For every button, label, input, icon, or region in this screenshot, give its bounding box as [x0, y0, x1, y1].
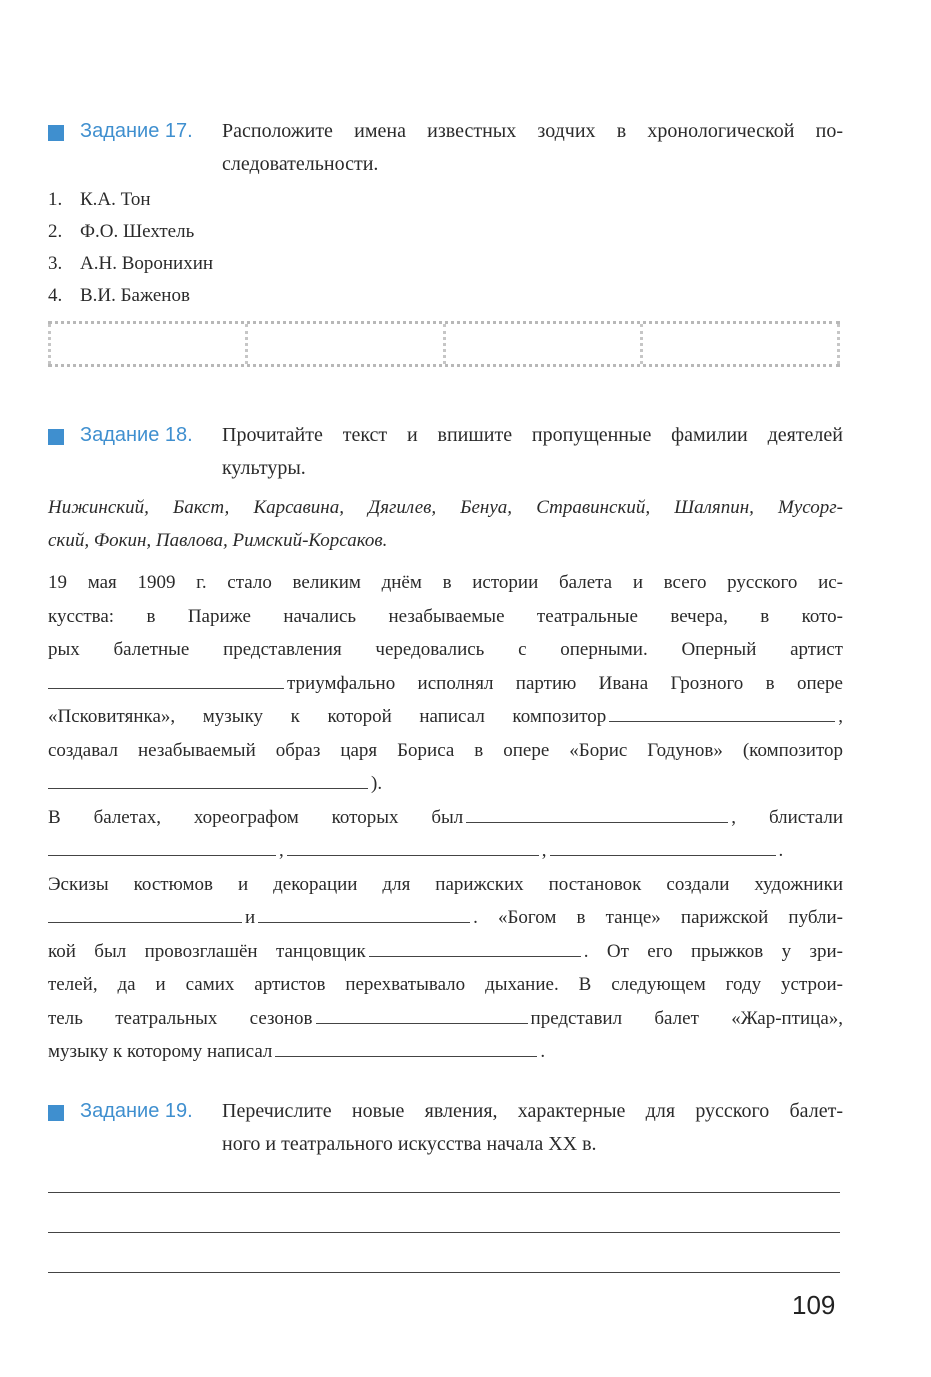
answer-cell-4[interactable] [640, 324, 840, 364]
fill-in-text: 19 мая 1909 г. стало великим днём в истории балета и всего русского ис- кусства: в Париже начались незабываемые театральные вечера, в кото- рых балетные представления чередовались с оперными. Оперный артист триумфально исполнял партию Ивана Грозного в опере «Псковитянка», музыку к которой написал композитор , создавал незабываемый образ царя Бориса в опере «Борис Годунов» (композитор ). В балетах, хореографом которых был , блистали , , . Эскизы костюмов и декорации для парижских постановок создали художники и . «Богом в танце» парижской публи- кой был провозглашён танцовщик . От его прыжков у зри- телей, да и самих артистов перехватывало дыхание. В следующем году устрои- тель театральных сезонов представил балет «Жар-птица», музыку к которому написал . [48, 572, 844, 1062]
task-18 [48, 419, 843, 485]
answer-blank[interactable] [275, 1036, 537, 1057]
answer-blank[interactable] [550, 835, 776, 856]
answer-blank[interactable] [48, 668, 284, 689]
task-marker-icon [48, 1105, 64, 1121]
answer-box [48, 321, 840, 367]
list-item: 3. А.Н. Воронихин [48, 253, 214, 274]
list-item: 2. Ф.О. Шехтель [48, 221, 195, 242]
task-marker-icon [48, 429, 64, 445]
task-19 [48, 1095, 843, 1161]
answer-blank[interactable] [258, 902, 470, 923]
list-item: 1. К.А. Тон [48, 189, 151, 210]
task-17-instruction: Расположите имена известных зодчих в хронологической по- следовательности. [222, 120, 843, 175]
answer-cell-2[interactable] [245, 324, 442, 364]
answer-line-2[interactable] [48, 1232, 840, 1233]
task-17 [48, 115, 843, 181]
answer-line-1[interactable] [48, 1192, 840, 1193]
task-17-label: Задание 17. [80, 120, 193, 142]
page-number: 109 [792, 1290, 836, 1320]
answer-cell-1[interactable] [48, 324, 245, 364]
list-item: 4. В.И. Баженов [48, 285, 190, 306]
task-19-header [48, 1095, 843, 1161]
answer-blank[interactable] [369, 936, 581, 957]
task-18-label: Задание 18. [80, 424, 193, 446]
architects-list [48, 184, 213, 312]
answer-blank[interactable] [609, 701, 835, 722]
task-19-instruction: Перечислите новые явления, характерные для русского балет- ного и театрального искусства начала XX в. [222, 1100, 843, 1155]
answer-line-3[interactable] [48, 1272, 840, 1273]
answer-blank[interactable] [48, 835, 276, 856]
answer-blank[interactable] [466, 802, 728, 823]
task-18-header [48, 419, 843, 485]
task-marker-icon [48, 125, 64, 141]
answer-blank[interactable] [48, 902, 242, 923]
answer-cell-3[interactable] [443, 324, 640, 364]
task-18-instruction: Прочитайте текст и впишите пропущенные фамилии деятелей культуры. [222, 424, 843, 479]
task-17-header [48, 115, 843, 181]
task-19-label: Задание 19. [80, 1100, 193, 1122]
answer-blank[interactable] [48, 768, 368, 789]
answer-blank[interactable] [287, 835, 539, 856]
names-list: Нижинский, Бакст, Карсавина, Дягилев, Бенуа, Стравинский, Шаляпин, Мусорг- ский, Фокин, Павлова, Римский-Корсаков. [48, 497, 843, 551]
answer-blank[interactable] [316, 1003, 528, 1024]
